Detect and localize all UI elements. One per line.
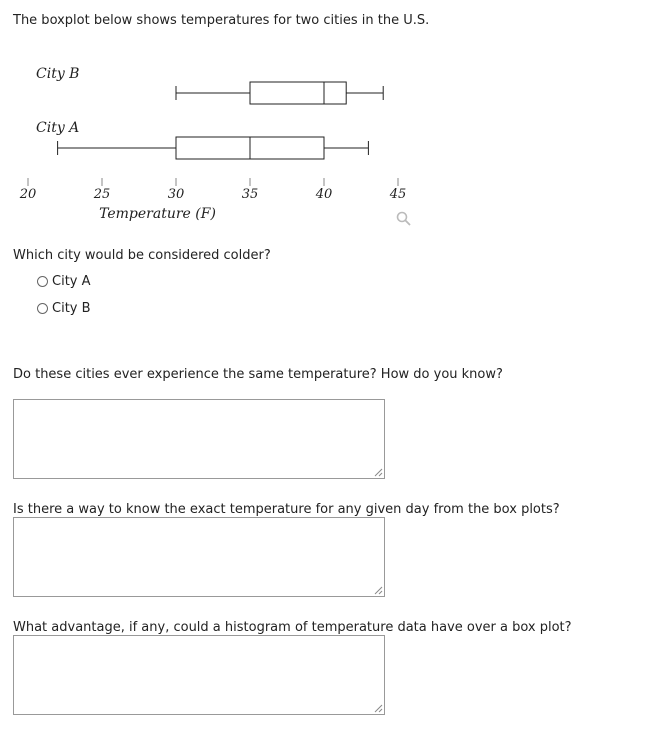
answer-box-exact-temperature[interactable] <box>13 517 385 597</box>
question-exact-temperature: Is there a way to know the exact temperature for any given day from the box plots? <box>13 502 560 517</box>
question-histogram-advantage: What advantage, if any, could a histogram of temperature data have over a box plot? <box>13 620 572 635</box>
resize-grip-icon[interactable] <box>374 704 383 713</box>
axis-tick-label: 25 <box>93 187 111 202</box>
option-city-b-label: City B <box>52 301 91 316</box>
intro-text: The boxplot below shows temperatures for two cities in the U.S. <box>13 13 430 28</box>
city-b-label: City B <box>36 66 80 82</box>
axis-tick-label: 40 <box>315 187 333 202</box>
city-a-label: City A <box>36 120 80 136</box>
question-same-temperature: Do these cities ever experience the same temperature? How do you know? <box>13 367 503 382</box>
radio-city-a[interactable] <box>37 276 48 287</box>
axis-tick-label: 35 <box>241 187 259 202</box>
answer-box-same-temperature[interactable] <box>13 399 385 479</box>
option-city-a[interactable] <box>37 274 91 289</box>
magnifier-icon[interactable] <box>396 211 412 227</box>
radio-city-b[interactable] <box>37 303 48 314</box>
answer-box-histogram-advantage[interactable] <box>13 635 385 715</box>
axis-tick-label: 30 <box>167 187 185 202</box>
axis-tick-label: 20 <box>19 187 37 202</box>
option-city-a-label: City A <box>52 274 91 289</box>
city-b-box <box>250 82 346 104</box>
option-city-b[interactable] <box>37 301 91 316</box>
axis-tick-label: 45 <box>389 187 407 202</box>
resize-grip-icon[interactable] <box>374 586 383 595</box>
x-axis-label: Temperature (F) <box>99 206 216 222</box>
boxplot-chart <box>0 0 661 240</box>
question-colder-city: Which city would be considered colder? <box>13 248 271 263</box>
resize-grip-icon[interactable] <box>374 468 383 477</box>
